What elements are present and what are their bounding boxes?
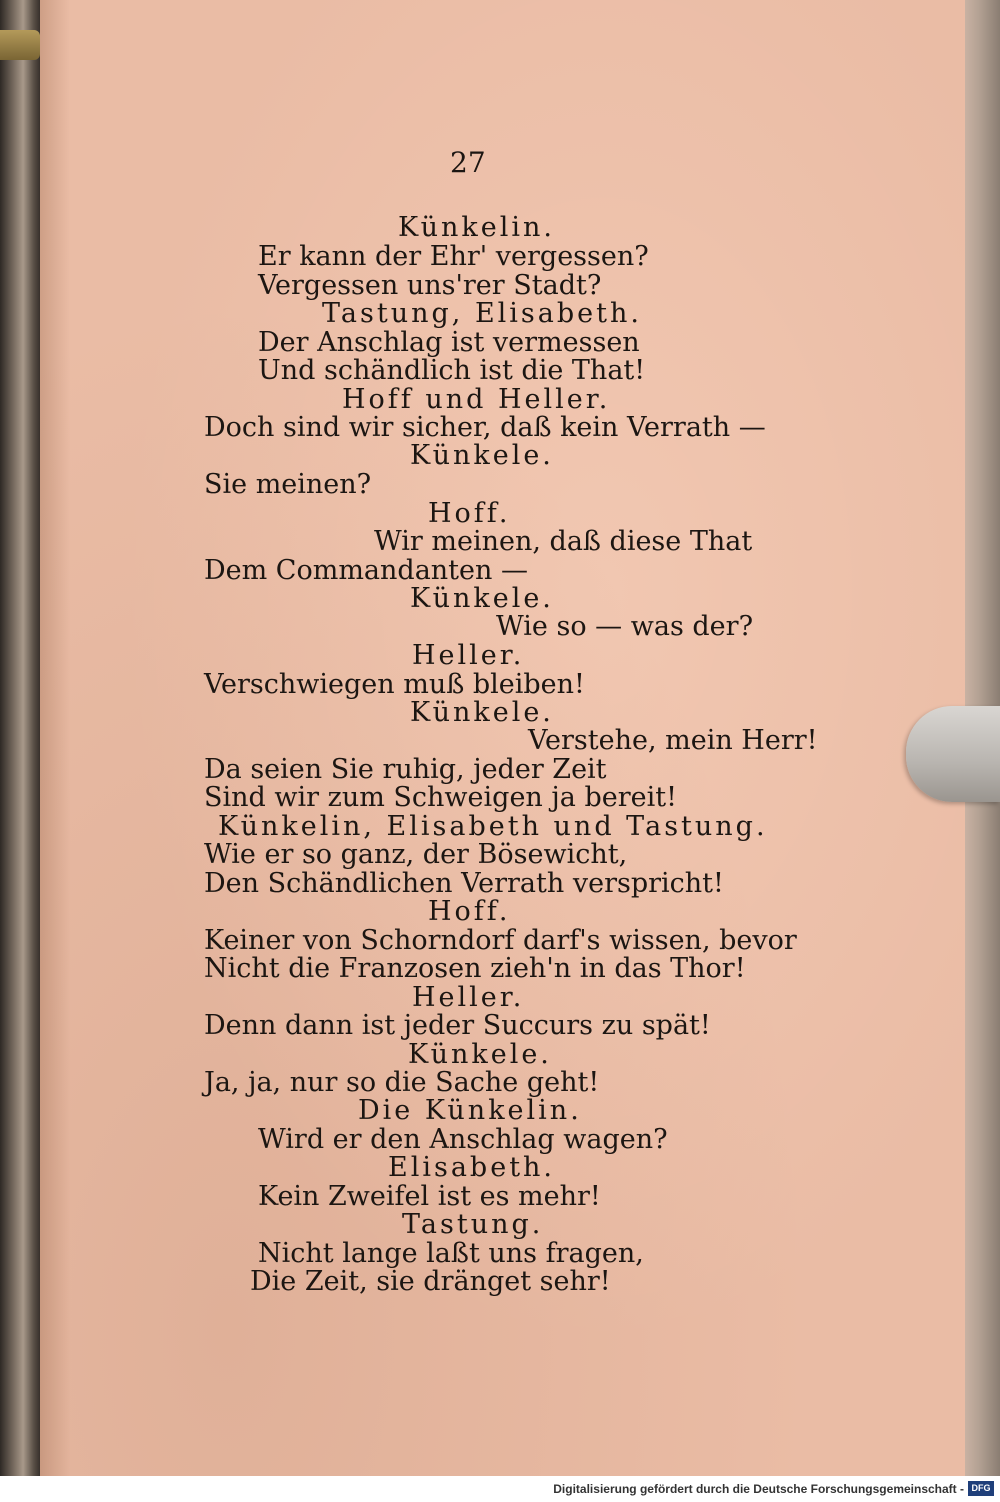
speaker-label: Heller. xyxy=(412,982,525,1013)
verse-line: Nicht die Franzosen zieh'n in das Thor! xyxy=(204,953,746,984)
verse-line: Und schändlich ist die That! xyxy=(258,355,646,386)
verse-line: Sie meinen? xyxy=(204,469,372,500)
speaker-label: Hoff. xyxy=(428,498,511,529)
speaker-label: Hoff. xyxy=(428,896,511,927)
speaker-label: Elisabeth. xyxy=(388,1152,556,1183)
verse-line: Da seien Sie ruhig, jeder Zeit xyxy=(204,754,607,785)
spine-marker xyxy=(0,30,40,60)
verse-line: Keiner von Schorndorf darf's wissen, bevor xyxy=(204,925,797,956)
speaker-label: Künkele. xyxy=(408,1039,552,1070)
speaker-label: Heller. xyxy=(412,640,525,671)
page-number: 27 xyxy=(450,146,486,179)
speaker-label: Die Künkelin. xyxy=(358,1095,582,1126)
speaker-label: Hoff und Heller. xyxy=(342,384,611,415)
verse-line: Wir meinen, daß diese That xyxy=(374,526,753,557)
verse-line: Wie so — was der? xyxy=(496,611,754,642)
speaker-label: Künkele. xyxy=(410,697,554,728)
verse-line: Denn dann ist jeder Succurs zu spät! xyxy=(204,1010,711,1041)
verse-line: Doch sind wir sicher, daß kein Verrath — xyxy=(204,412,766,443)
verse-line: Der Anschlag ist vermessen xyxy=(258,327,640,358)
speaker-label: Tastung, Elisabeth. xyxy=(322,298,642,329)
verse-line: Ja, ja, nur so die Sache geht! xyxy=(204,1067,600,1098)
verse-line: Er kann der Ehr' vergessen? xyxy=(258,241,649,272)
digitization-footer xyxy=(0,1476,1000,1502)
verse-line: Den Schändlichen Verrath verspricht! xyxy=(204,868,724,899)
speaker-label: Künkele. xyxy=(410,440,554,471)
speaker-label: Künkelin, Elisabeth und Tastung. xyxy=(218,811,768,842)
verse-line: Die Zeit, sie dränget sehr! xyxy=(250,1266,611,1297)
verse-line: Sind wir zum Schweigen ja bereit! xyxy=(204,782,677,813)
dfg-logo: DFG xyxy=(968,1481,994,1496)
verse-line: Wie er so ganz, der Bösewicht, xyxy=(204,839,628,870)
verse-line: Verstehe, mein Herr! xyxy=(528,725,818,756)
verse-line: Verschwiegen muß bleiben! xyxy=(204,669,585,700)
verse-line: Dem Commandanten — xyxy=(204,555,528,586)
verse-line: Nicht lange laßt uns fragen, xyxy=(258,1238,644,1269)
verse-line: Wird er den Anschlag wagen? xyxy=(258,1124,668,1155)
page-clip-tab xyxy=(906,706,1000,802)
speaker-label: Tastung. xyxy=(402,1209,544,1240)
book-spine-edge xyxy=(0,0,42,1502)
speaker-label: Künkelin. xyxy=(398,212,555,243)
speaker-label: Künkele. xyxy=(410,583,554,614)
verse-line: Kein Zweifel ist es mehr! xyxy=(258,1181,601,1212)
footer-credit: Digitalisierung gefördert durch die Deutsche Forschungsgemeinschaft - xyxy=(553,1482,964,1496)
verse-line: Vergessen uns'rer Stadt? xyxy=(258,270,602,301)
